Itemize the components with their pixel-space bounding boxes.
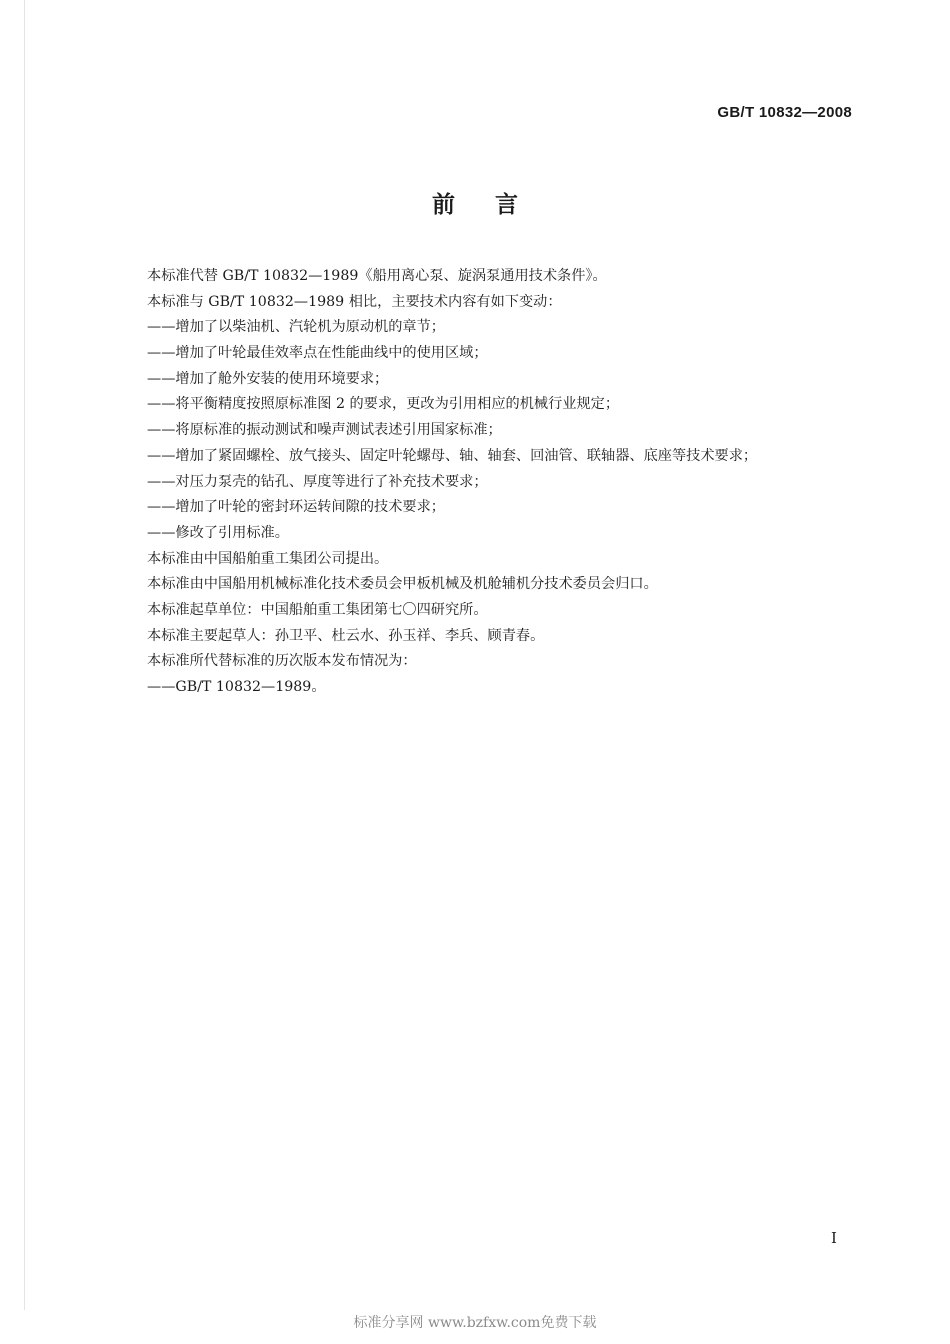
change-item: ——修改了引用标准。 [147,524,289,541]
paragraph-line: 本标准所代替标准的历次版本发布情况为： [147,653,417,670]
change-item: ——增加了紧固螺栓、放气接头、固定叶轮螺母、轴、轴套、回油管、联轴器、底座等技术要求； [147,447,758,464]
paragraph-line: 本标准由中国船舶重工集团公司提出。 [147,550,389,567]
change-item: ——增加了舱外安装的使用环境要求； [147,370,389,387]
change-item: ——对压力泵壳的钻孔、厚度等进行了补充技术要求； [147,473,488,490]
paragraph-line: 本标准由中国船用机械标准化技术委员会甲板机械及机舱辅机分技术委员会归口。 [147,576,658,593]
version-item: ——GB/T 10832—1989。 [147,679,326,695]
page-number: I [831,1229,837,1247]
paragraph-line: 本标准与 GB/T 10832—1989 相比，主要技术内容有如下变动： [147,293,562,310]
change-item: ——增加了叶轮最佳效率点在性能曲线中的使用区域； [147,345,488,362]
paragraph-line: 本标准代替 GB/T 10832—1989《船用离心泵、旋涡泵通用技术条件》。 [147,268,607,284]
watermark-text: 标准分享网 www.bzfxw.com免费下载 [353,1315,597,1331]
paragraph-line: 本标准起草单位：中国船舶重工集团第七〇四研究所。 [147,601,488,618]
change-item: ——增加了以柴油机、汽轮机为原动机的章节； [147,319,445,336]
change-item: ——将原标准的振动测试和噪声测试表述引用国家标准； [147,422,502,439]
change-item: ——将平衡精度按照原标准图 2 的要求，更改为引用相应的机械行业规定； [147,396,620,413]
page-title: 前言 [432,192,558,218]
paragraph-line: 本标准主要起草人：孙卫平、杜云水、孙玉祥、李兵、顾青春。 [147,627,545,644]
standard-number: GB/T 10832—2008 [717,104,852,121]
foreword-body [147,264,827,701]
change-item: ——增加了叶轮的密封环运转间隙的技术要求； [147,499,445,516]
